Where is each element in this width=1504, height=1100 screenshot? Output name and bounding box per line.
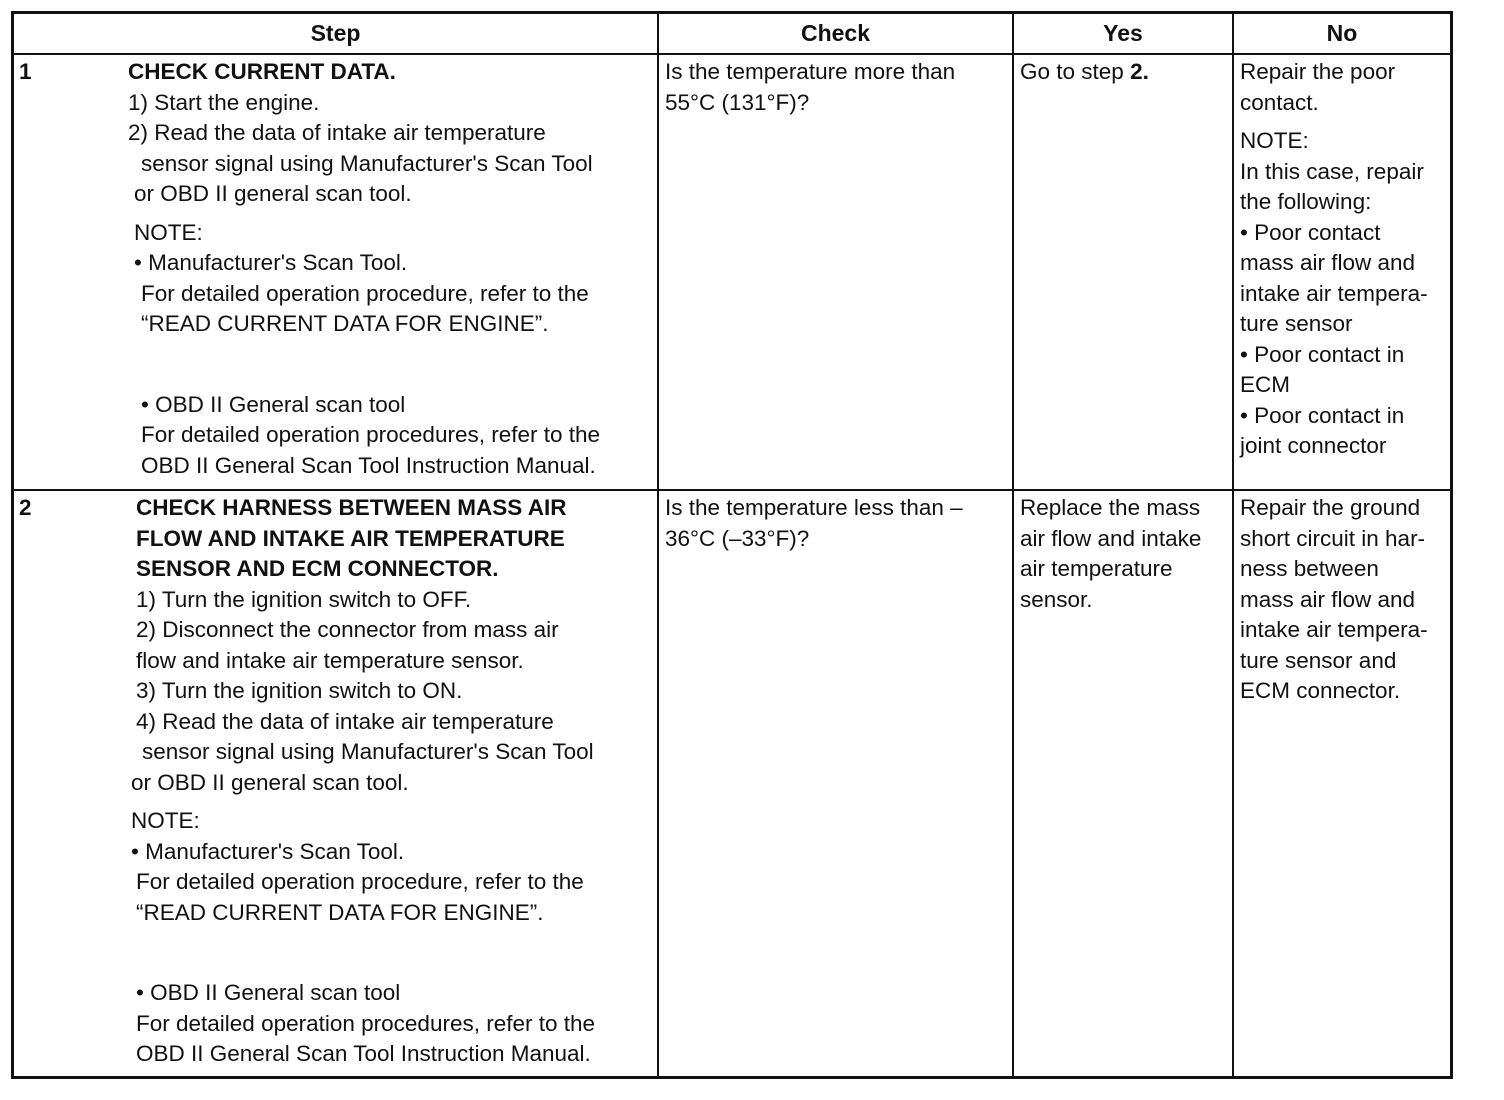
no-note-text: intake air tempera- bbox=[1240, 280, 1428, 306]
note-bullet: • Manufacturer's Scan Tool. bbox=[134, 250, 408, 275]
note-text: For detailed operation procedure, refer to the bbox=[136, 869, 584, 894]
instruction-line: 1) Turn the ignition switch to OFF. bbox=[136, 586, 472, 612]
no-text: ness between bbox=[1240, 556, 1379, 581]
no-note-text: • Poor contact bbox=[1240, 219, 1381, 245]
no-note-label: NOTE: bbox=[1240, 128, 1309, 153]
note-text: OBD II General Scan Tool Instruction Manual. bbox=[136, 1041, 591, 1066]
diagnostic-table-frame bbox=[11, 11, 1453, 1079]
instruction-line: 1) Start the engine. bbox=[128, 89, 320, 115]
no-text: contact. bbox=[1240, 89, 1319, 115]
instruction-line: or OBD II general scan tool. bbox=[134, 181, 412, 206]
no-text: intake air tempera- bbox=[1240, 617, 1428, 642]
instruction-line: 2) Disconnect the connector from mass air bbox=[136, 617, 559, 642]
note-text: For detailed operation procedures, refer to the bbox=[136, 1010, 596, 1036]
no-note-text: mass air flow and bbox=[1240, 250, 1416, 275]
yes-text: air temperature bbox=[1020, 556, 1173, 581]
check-cell bbox=[658, 54, 1013, 490]
no-note-text: ECM bbox=[1240, 372, 1290, 397]
yes-text: air flow and intake bbox=[1020, 525, 1202, 551]
no-text: Repair the ground bbox=[1240, 495, 1421, 520]
step-number: 1 bbox=[19, 59, 32, 84]
note-bullet: • OBD II General scan tool bbox=[141, 391, 406, 417]
step-number: 2 bbox=[19, 495, 32, 520]
yes-text bbox=[1020, 57, 1228, 88]
note-text: “READ CURRENT DATA FOR ENGINE”. bbox=[141, 311, 549, 336]
no-note-text: ture sensor bbox=[1240, 311, 1353, 336]
yes-cell bbox=[1013, 490, 1233, 1079]
step-title: CHECK HARNESS BETWEEN MASS AIR bbox=[136, 495, 567, 520]
no-text: Repair the poor bbox=[1240, 59, 1396, 84]
no-note-text: the following: bbox=[1240, 189, 1372, 214]
note-label: NOTE: bbox=[131, 808, 200, 833]
step-cell bbox=[14, 490, 658, 1079]
instruction-line: 2) Read the data of intake air temperature bbox=[128, 120, 546, 145]
no-cell bbox=[1233, 54, 1450, 490]
no-text: short circuit in har- bbox=[1240, 525, 1426, 551]
note-text: For detailed operation procedures, refer to the bbox=[141, 422, 601, 447]
no-note-text: • Poor contact in bbox=[1240, 402, 1405, 428]
header-yes: Yes bbox=[1013, 14, 1233, 54]
no-note-text: joint connector bbox=[1240, 433, 1387, 458]
yes-text: Replace the mass bbox=[1020, 495, 1201, 520]
instruction-line: sensor signal using Manufacturer's Scan Tool bbox=[141, 150, 593, 176]
yes-text: sensor. bbox=[1020, 586, 1093, 612]
no-cell bbox=[1233, 490, 1450, 1079]
check-text: Is the temperature more than bbox=[665, 59, 956, 84]
yes-cell bbox=[1013, 54, 1233, 490]
no-note-text: In this case, repair bbox=[1240, 158, 1424, 184]
instruction-line: or OBD II general scan tool. bbox=[131, 769, 409, 795]
header-no: No bbox=[1233, 14, 1450, 54]
step-title: CHECK CURRENT DATA. bbox=[128, 59, 396, 84]
note-text: For detailed operation procedure, refer to the bbox=[141, 280, 589, 306]
note-label: NOTE: bbox=[134, 219, 203, 245]
note-bullet: • OBD II General scan tool bbox=[136, 980, 401, 1005]
check-cell bbox=[658, 490, 1013, 1079]
table-row bbox=[14, 54, 1450, 490]
diagnostic-table bbox=[14, 14, 1450, 1079]
step-cell bbox=[14, 54, 658, 490]
no-text: ECM connector. bbox=[1240, 678, 1401, 703]
instruction-line: sensor signal using Manufacturer's Scan Tool bbox=[142, 739, 594, 764]
check-text: 55°C (131°F)? bbox=[665, 89, 810, 115]
note-text: OBD II General Scan Tool Instruction Manual. bbox=[141, 452, 596, 478]
header-check: Check bbox=[658, 14, 1013, 54]
step-title: FLOW AND INTAKE AIR TEMPERATURE bbox=[136, 525, 565, 551]
no-text: ture sensor and bbox=[1240, 647, 1397, 673]
step-title: SENSOR AND ECM CONNECTOR. bbox=[136, 556, 499, 581]
header-step: Step bbox=[14, 14, 658, 54]
table-row bbox=[14, 490, 1450, 1079]
instruction-line: flow and intake air temperature sensor. bbox=[136, 647, 524, 673]
no-note-text: • Poor contact in bbox=[1240, 341, 1405, 367]
header-row bbox=[14, 14, 1450, 54]
no-text: mass air flow and bbox=[1240, 586, 1416, 612]
instruction-line: 4) Read the data of intake air temperature bbox=[136, 708, 554, 734]
yes-step-ref: 2. bbox=[1130, 59, 1149, 84]
note-text: “READ CURRENT DATA FOR ENGINE”. bbox=[136, 899, 544, 925]
note-bullet: • Manufacturer's Scan Tool. bbox=[131, 838, 405, 864]
check-text: Is the temperature less than – bbox=[665, 495, 963, 520]
yes-prefix: Go to step bbox=[1020, 59, 1131, 84]
check-text: 36°C (–33°F)? bbox=[665, 525, 810, 551]
instruction-line: 3) Turn the ignition switch to ON. bbox=[136, 678, 463, 703]
